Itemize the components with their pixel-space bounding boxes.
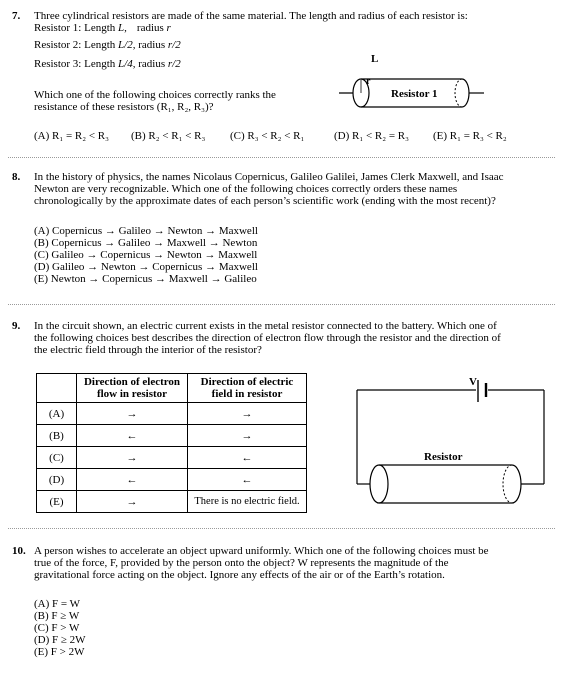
table-row: [37, 491, 307, 513]
q10-choice-d: (D) F ≥ 2W: [34, 634, 86, 646]
q10-stem-line3: gravitational force acting on the object. Ignore any effects of the air or of the Earth’s rotation.: [34, 569, 445, 581]
q8-choice-b: (B) Copernicus → Galileo → Maxwell → Newton: [34, 237, 258, 249]
row-label: (D): [37, 469, 77, 491]
row-label: (E): [37, 491, 77, 513]
field-arrow: →: [188, 425, 307, 447]
q9-stem-line3: the electric field through the interior of the resistor?: [34, 344, 262, 356]
row-label: (B): [37, 425, 77, 447]
q9-answer-table: [36, 373, 307, 513]
table-row: [37, 447, 307, 469]
q7-choice-b: (B) R₂ < R₁ < R₃: [131, 130, 206, 142]
flow-arrow: →: [77, 447, 188, 469]
q7-resistor-label: Resistor 1: [391, 88, 438, 100]
flow-arrow: →: [77, 403, 188, 425]
q10-choice-c: (C) F > W: [34, 622, 80, 634]
flow-arrow: ←: [77, 425, 188, 447]
field-arrow: ←: [188, 469, 307, 491]
q8-stem-line2: Newton are very recognizable. Which one of the following choices correctly orders these names: [34, 183, 458, 195]
row-label: (A): [37, 403, 77, 425]
table-row: [37, 469, 307, 491]
table-row: [37, 403, 307, 425]
q10-choices: [34, 598, 86, 658]
q8-stem-line3: chronologically by the approximate dates of each person’s scientific work (ending with the most recent)?: [34, 195, 496, 207]
q8-choice-c: (C) Galileo → Copernicus → Newton → Maxwell: [34, 249, 258, 261]
flow-arrow: ←: [77, 469, 188, 491]
q7-resistor3-line: Resistor 3: Length L/4, radius r/2: [34, 58, 181, 70]
q7-number: 7.: [12, 10, 21, 22]
q7-resistor1-line: Resistor 1: Length L, radius r: [34, 22, 171, 34]
q9-stem-line1: In the circuit shown, an electric current exists in the metal resistor connected to the battery. Which one of: [34, 320, 497, 332]
q7-choice-c: (C) R₃ < R₂ < R₁: [230, 130, 305, 142]
col-electric-field-header: Direction of electric field in resistor: [188, 374, 307, 403]
table-corner-cell: [37, 374, 77, 403]
q7-stem: Three cylindrical resistors are made of the same material. The length and radius of each resistor is:: [34, 10, 468, 22]
q10-choice-e: (E) F > 2W: [34, 646, 85, 658]
flow-arrow: →: [77, 491, 188, 513]
divider: [8, 528, 555, 529]
q7-choice-e: (E) R₁ = R₃ < R₂: [433, 130, 507, 142]
q10-number: 10.: [12, 545, 26, 557]
divider: [8, 157, 555, 158]
q8-choice-d: (D) Galileo → Newton → Copernicus → Maxwell: [34, 261, 258, 273]
q7-resistor2-line: Resistor 2: Length L/2, radius r/2: [34, 39, 181, 51]
q10-choice-a: (A) F = W: [34, 598, 81, 610]
battery-label: V: [469, 376, 477, 388]
q10-stem-line2: true of the force, F, provided by the person onto the object? W represents the magnitude of the: [34, 557, 449, 569]
row-label: (C): [37, 447, 77, 469]
q7-length-label: L: [371, 53, 379, 65]
q7-radius-label: r: [366, 76, 371, 87]
q8-choice-a: (A) Copernicus → Galileo → Newton → Maxwell: [34, 225, 258, 237]
table-header-row: [37, 374, 307, 403]
q8-number: 8.: [12, 171, 21, 183]
q8-choice-e: (E) Newton → Copernicus → Maxwell → Galileo: [34, 273, 257, 285]
table-row: [37, 425, 307, 447]
resistor-label: Resistor: [424, 451, 463, 463]
field-text: There is no electric field.: [188, 491, 307, 513]
divider: [8, 304, 555, 305]
q8-choices: [34, 225, 258, 285]
field-arrow: →: [188, 403, 307, 425]
q7-choice-d: (D) R₁ < R₂ = R₃: [334, 130, 409, 142]
field-arrow: ←: [188, 447, 307, 469]
q9-stem-line2: the following choices best describes the direction of electron flow through the resistor and the direction of: [34, 332, 501, 344]
q7-question-line1: Which one of the following choices correctly ranks the: [34, 89, 276, 101]
q9-number: 9.: [12, 320, 21, 332]
q7-question-line2: resistance of these resistors (R₁, R₂, R₃)?: [34, 101, 214, 113]
col-electron-flow-header: Direction of electron flow in resistor: [77, 374, 188, 403]
q8-stem-line1: In the history of physics, the names Nicolaus Copernicus, Galileo Galilei, James Clerk Maxwell, and Isaac: [34, 171, 504, 183]
q7-choice-a: (A) R₁ = R₂ < R₃: [34, 130, 109, 142]
q9-circuit-figure: [352, 380, 552, 515]
q10-stem-line1: A person wishes to accelerate an object upward uniformly. Which one of the following choices must be: [34, 545, 489, 557]
q10-choice-b: (B) F ≥ W: [34, 610, 80, 622]
